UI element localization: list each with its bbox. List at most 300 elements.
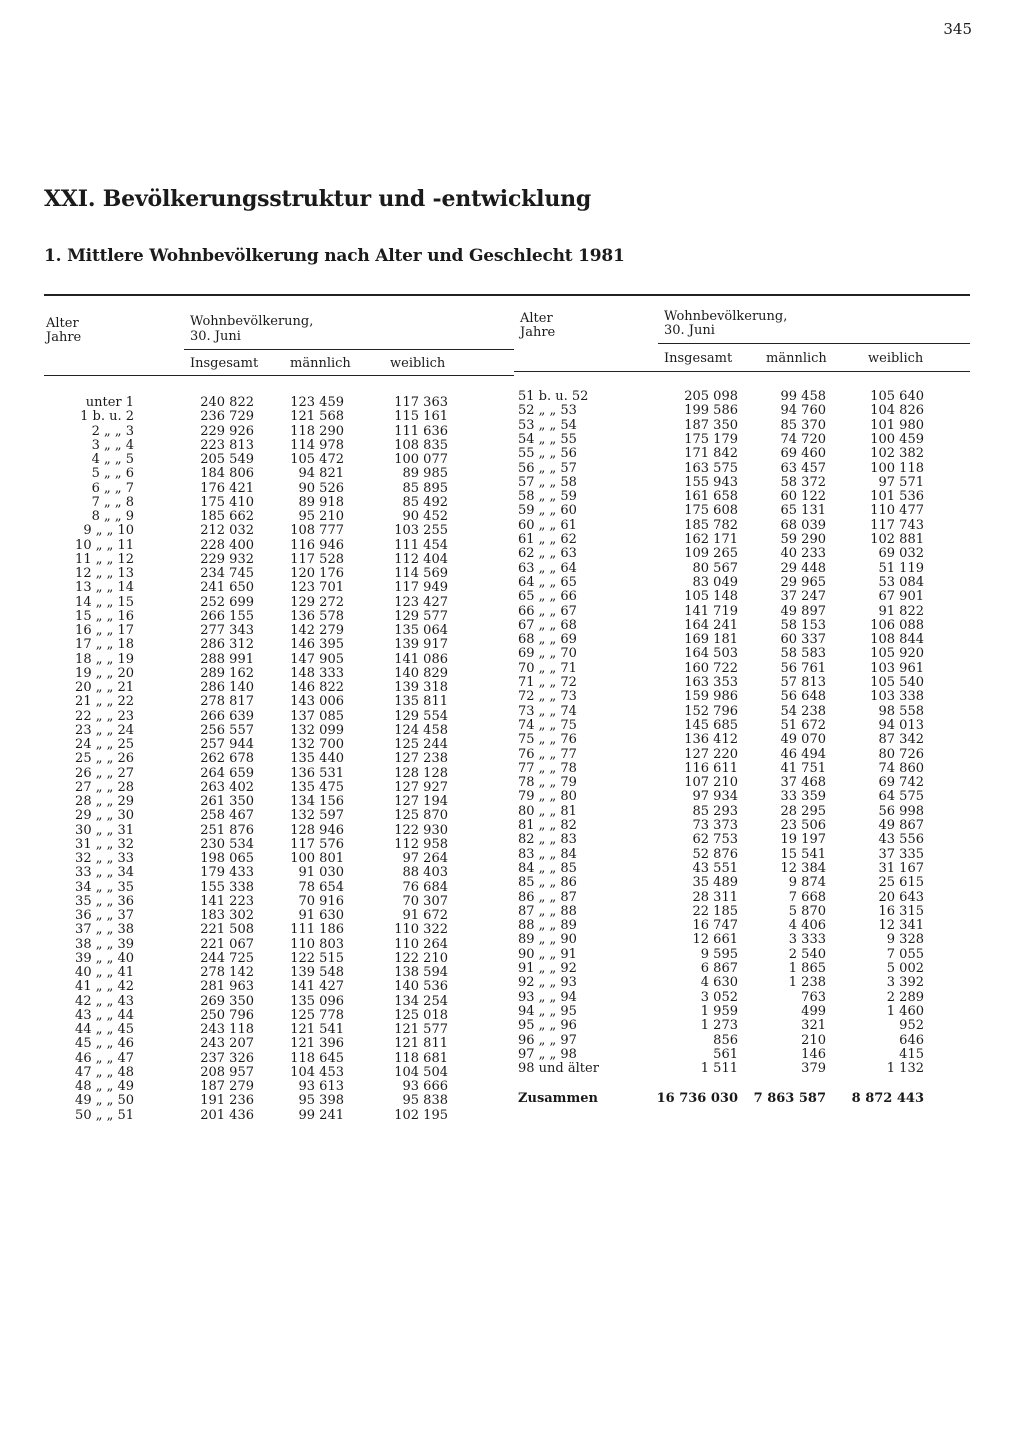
female-cell: 121 577 <box>394 1022 448 1037</box>
age-cell: 40 „ „ 41 <box>75 965 134 980</box>
female-cell: 9 328 <box>886 932 924 948</box>
age-cell: 21 „ „ 22 <box>75 694 134 710</box>
age-cell: 30 „ „ 31 <box>75 822 134 838</box>
age-cell: 96 „ „ 97 <box>518 1032 577 1048</box>
age-cell: 25 „ „ 26 <box>75 751 134 767</box>
age-cell: 89 „ „ 90 <box>518 932 577 948</box>
female-cell: 100 077 <box>394 452 448 467</box>
male-cell: 121 541 <box>290 1022 344 1037</box>
group-header-line1: Wohnbevölkerung, <box>664 309 788 324</box>
age-cell: 22 „ „ 23 <box>75 708 134 724</box>
male-cell: 95 398 <box>298 1093 344 1109</box>
male-cell: 135 440 <box>290 751 344 767</box>
female-cell: 103 255 <box>394 523 448 539</box>
age-cell: 82 „ „ 83 <box>518 832 577 848</box>
female-cell: 127 194 <box>394 794 448 809</box>
male-cell: 763 <box>801 989 826 1005</box>
male-cell: 132 597 <box>290 808 344 824</box>
age-cell: 57 „ „ 58 <box>518 474 577 490</box>
age-cell: 24 „ „ 25 <box>75 737 134 752</box>
male-cell: 122 515 <box>290 950 344 966</box>
age-cell: 4 „ „ 5 <box>91 452 134 467</box>
age-cell: 15 „ „ 16 <box>75 608 134 624</box>
total-cell: 171 842 <box>684 446 738 462</box>
female-cell: 67 901 <box>878 589 924 605</box>
male-cell: 15 541 <box>780 846 826 862</box>
total-cell: 257 944 <box>200 737 254 752</box>
total-cell: 277 343 <box>200 623 254 638</box>
female-cell: 97 264 <box>402 851 448 866</box>
male-cell: 9 874 <box>788 875 826 891</box>
total-cell: 127 220 <box>684 746 738 762</box>
female-cell: 105 540 <box>870 675 924 690</box>
total-cell: 28 311 <box>692 889 738 905</box>
age-cell: 32 „ „ 33 <box>75 851 134 866</box>
male-cell: 60 337 <box>780 632 826 648</box>
female-cell: 135 064 <box>394 623 448 638</box>
male-cell: 5 870 <box>788 903 826 919</box>
total-cell: 199 586 <box>684 403 738 419</box>
female-cell: 139 318 <box>394 680 448 695</box>
female-cell: 87 342 <box>878 732 924 748</box>
total-row <box>514 1091 970 1107</box>
chapter-title: XXI. Bevölkerungsstruktur und -entwicklung <box>44 186 592 212</box>
age-cell: 44 „ „ 45 <box>75 1022 134 1037</box>
female-cell: 117 743 <box>870 517 924 533</box>
male-cell: 136 578 <box>290 608 344 624</box>
age-cell: 84 „ „ 85 <box>518 860 577 876</box>
male-cell: 137 085 <box>290 708 344 724</box>
total-cell: 136 412 <box>684 732 738 748</box>
male-cell: 210 <box>801 1032 826 1048</box>
female-cell: 141 086 <box>394 651 448 667</box>
male-cell: 29 448 <box>780 560 826 576</box>
total-cell: 83 049 <box>692 574 738 590</box>
age-cell: 18 „ „ 19 <box>75 651 134 667</box>
total-cell: 141 223 <box>200 893 254 909</box>
total-cell: 52 876 <box>692 846 738 862</box>
age-cell: 80 „ „ 81 <box>518 803 577 819</box>
female-cell: 76 684 <box>402 879 448 895</box>
total-cell: 261 350 <box>200 794 254 809</box>
total-cell: 262 678 <box>200 751 254 767</box>
male-cell: 118 645 <box>290 1050 344 1066</box>
female-cell: 85 492 <box>402 494 448 510</box>
total-cell: 258 467 <box>200 808 254 824</box>
total-cell: 3 052 <box>700 989 738 1005</box>
male-cell: 108 777 <box>290 523 344 539</box>
col-header-female: weiblich <box>868 351 924 366</box>
age-cell: 26 „ „ 27 <box>75 765 134 781</box>
total-cell: 244 725 <box>200 950 254 966</box>
female-cell: 49 867 <box>878 818 924 833</box>
male-cell: 58 153 <box>780 617 826 633</box>
male-cell: 135 096 <box>290 993 344 1009</box>
male-cell: 85 370 <box>780 417 826 433</box>
age-cell: 85 „ „ 86 <box>518 875 577 891</box>
total-cell: 561 <box>713 1046 738 1062</box>
total-cell: 43 551 <box>692 860 738 876</box>
male-cell: 147 905 <box>290 651 344 667</box>
age-cell: 71 „ „ 72 <box>518 675 577 690</box>
female-cell: 138 594 <box>394 965 448 980</box>
total-cell: 97 934 <box>692 789 738 805</box>
total-cell: 289 162 <box>200 665 254 681</box>
total-cell: 252 699 <box>200 594 254 610</box>
age-cell: 11 „ „ 12 <box>75 551 134 567</box>
total-cell: 152 796 <box>684 703 738 719</box>
total-cell: 205 098 <box>684 389 738 404</box>
female-cell: 43 556 <box>878 832 924 848</box>
male-cell: 37 247 <box>780 589 826 605</box>
female-cell: 104 826 <box>870 403 924 419</box>
age-cell: unter 1 <box>85 395 134 410</box>
male-cell: 143 006 <box>290 694 344 710</box>
age-cell: 42 „ „ 43 <box>75 993 134 1009</box>
female-cell: 91 822 <box>878 603 924 619</box>
total-cell: 187 279 <box>200 1079 254 1094</box>
female-cell: 646 <box>899 1032 924 1048</box>
female-cell: 89 985 <box>402 466 448 482</box>
total-cell: 269 350 <box>200 993 254 1009</box>
male-cell: 90 526 <box>298 480 344 496</box>
age-cell: 50 „ „ 51 <box>75 1107 134 1123</box>
total-cell: 175 179 <box>684 431 738 447</box>
female-cell: 31 167 <box>878 860 924 876</box>
female-cell: 91 672 <box>402 908 448 923</box>
male-cell: 94 821 <box>298 466 344 482</box>
male-cell: 148 333 <box>290 665 344 681</box>
female-cell: 101 980 <box>870 417 924 433</box>
age-cell: 74 „ „ 75 <box>518 717 577 733</box>
age-cell: 55 „ „ 56 <box>518 446 577 462</box>
male-cell: 111 186 <box>290 922 344 938</box>
female-cell: 1 460 <box>886 1003 924 1019</box>
age-cell: 94 „ „ 95 <box>518 1003 577 1019</box>
age-cell: 76 „ „ 77 <box>518 746 577 762</box>
group-header-line1: Wohnbevölkerung, <box>190 314 314 329</box>
col-header-total: Insgesamt <box>190 356 259 371</box>
female-cell: 129 554 <box>394 708 448 724</box>
female-cell: 108 844 <box>870 632 924 648</box>
total-cell: 237 326 <box>200 1050 254 1066</box>
male-cell: 19 197 <box>780 832 826 848</box>
top-rule <box>44 294 514 296</box>
age-cell: 41 „ „ 42 <box>75 979 134 995</box>
total-cell: 105 148 <box>684 589 738 605</box>
age-cell: 91 „ „ 92 <box>518 961 577 976</box>
male-cell: 139 548 <box>290 965 344 980</box>
total-cell: 163 575 <box>684 460 738 476</box>
male-cell: 12 384 <box>780 860 826 876</box>
total-cell: 22 185 <box>692 903 738 919</box>
female-cell: 115 161 <box>394 409 448 425</box>
total-cell: 12 661 <box>692 932 738 948</box>
age-cell: 6 „ „ 7 <box>91 480 134 496</box>
female-cell: 111 454 <box>394 537 448 553</box>
total-cell: 208 957 <box>200 1064 254 1080</box>
male-cell: 99 458 <box>780 389 826 404</box>
male-cell: 3 333 <box>788 932 826 948</box>
age-cell: 37 „ „ 38 <box>75 922 134 938</box>
female-cell: 1 132 <box>886 1061 924 1077</box>
age-cell: 38 „ „ 39 <box>75 936 134 952</box>
total-cell: 6 867 <box>700 961 738 976</box>
age-cell: 79 „ „ 80 <box>518 789 577 805</box>
male-cell: 65 131 <box>780 503 826 519</box>
total-cell: 175 608 <box>684 503 738 519</box>
female-cell: 90 452 <box>402 509 448 524</box>
male-cell: 7 668 <box>788 889 826 905</box>
group-rule <box>658 343 970 344</box>
age-cell: 33 „ „ 34 <box>75 865 134 881</box>
age-header-line2: Jahre <box>520 325 556 340</box>
female-cell: 88 403 <box>402 865 448 881</box>
female-cell: 118 681 <box>394 1050 448 1066</box>
female-cell: 103 961 <box>870 660 924 676</box>
male-cell: 1 238 <box>788 975 826 991</box>
female-cell: 69 032 <box>878 546 924 562</box>
age-cell: 64 „ „ 65 <box>518 574 577 590</box>
total-cell: 234 745 <box>200 566 254 581</box>
page-number: 345 <box>943 20 972 38</box>
age-cell: 52 „ „ 53 <box>518 403 577 419</box>
total-cell: 264 659 <box>200 765 254 781</box>
female-cell: 139 917 <box>394 637 448 653</box>
female-cell: 125 870 <box>394 808 448 824</box>
total-cell: 212 032 <box>200 523 254 539</box>
total-cell: 164 241 <box>684 617 738 633</box>
age-cell: 72 „ „ 73 <box>518 689 577 705</box>
male-cell: 99 241 <box>298 1107 344 1123</box>
male-cell: 29 965 <box>780 574 826 590</box>
total-cell: 205 549 <box>200 452 254 467</box>
female-cell: 5 002 <box>886 961 924 976</box>
male-cell: 58 372 <box>780 474 826 490</box>
age-cell: 75 „ „ 76 <box>518 732 577 748</box>
female-cell: 85 895 <box>402 480 448 496</box>
total-total: 16 736 030 <box>656 1091 738 1106</box>
total-cell: 288 991 <box>200 651 254 667</box>
female-cell: 122 930 <box>394 822 448 838</box>
total-cell: 241 650 <box>200 580 254 596</box>
male-cell: 60 122 <box>780 489 826 505</box>
female-cell: 98 558 <box>878 703 924 719</box>
total-cell: 1 511 <box>700 1061 738 1077</box>
female-cell: 3 392 <box>886 975 924 991</box>
female-cell: 140 536 <box>394 979 448 995</box>
female-cell: 80 726 <box>878 746 924 762</box>
female-cell: 2 289 <box>886 989 924 1005</box>
total-cell: 201 436 <box>200 1107 254 1123</box>
total-cell: 145 685 <box>684 717 738 733</box>
male-cell: 125 778 <box>290 1007 344 1023</box>
male-cell: 146 <box>801 1046 826 1062</box>
female-cell: 20 643 <box>878 889 924 905</box>
female-cell: 114 569 <box>394 566 448 581</box>
total-cell: 230 534 <box>200 836 254 852</box>
male-cell: 123 701 <box>290 580 344 596</box>
total-cell: 286 312 <box>200 637 254 653</box>
total-cell: 109 265 <box>684 546 738 562</box>
male-cell: 116 946 <box>290 537 344 553</box>
male-cell: 41 751 <box>780 760 826 776</box>
male-cell: 28 295 <box>780 803 826 819</box>
total-cell: 229 926 <box>200 423 254 439</box>
age-cell: 46 „ „ 47 <box>75 1050 134 1066</box>
male-cell: 121 396 <box>290 1036 344 1052</box>
female-cell: 16 315 <box>878 903 924 919</box>
age-header-line1: Alter <box>520 311 553 326</box>
age-cell: 31 „ „ 32 <box>75 836 134 852</box>
total-cell: 266 639 <box>200 708 254 724</box>
col-header-male: männlich <box>766 351 827 366</box>
total-cell: 278 817 <box>200 694 254 710</box>
male-cell: 49 070 <box>780 732 826 748</box>
age-cell: 27 „ „ 28 <box>75 779 134 795</box>
female-cell: 25 615 <box>878 875 924 891</box>
age-cell: 86 „ „ 87 <box>518 889 577 905</box>
male-cell: 146 395 <box>290 637 344 653</box>
male-cell: 135 475 <box>290 779 344 795</box>
header-rule <box>514 371 970 372</box>
total-cell: 160 722 <box>684 660 738 676</box>
header-rule <box>44 375 514 376</box>
age-cell: 12 „ „ 13 <box>75 566 134 581</box>
age-cell: 95 „ „ 96 <box>518 1018 577 1034</box>
male-cell: 2 540 <box>788 946 826 962</box>
male-cell: 1 865 <box>788 961 826 976</box>
total-cell: 251 876 <box>200 822 254 838</box>
male-cell: 146 822 <box>290 680 344 695</box>
female-cell: 110 322 <box>394 922 448 938</box>
group-header-line2: 30. Juni <box>664 323 715 338</box>
female-cell: 112 958 <box>394 836 448 852</box>
age-cell: 36 „ „ 37 <box>75 908 134 923</box>
age-cell: 45 „ „ 46 <box>75 1036 134 1052</box>
female-cell: 108 835 <box>394 437 448 453</box>
female-cell: 94 013 <box>878 717 924 733</box>
male-cell: 40 233 <box>780 546 826 562</box>
male-cell: 321 <box>801 1018 826 1034</box>
male-cell: 105 472 <box>290 452 344 467</box>
female-cell: 128 128 <box>394 765 448 781</box>
male-cell: 123 459 <box>290 395 344 410</box>
total-cell: 116 611 <box>684 760 738 776</box>
total-cell: 229 932 <box>200 551 254 567</box>
age-cell: 1 b. u. 2 <box>80 409 134 425</box>
female-cell: 124 458 <box>394 722 448 738</box>
age-cell: 73 „ „ 74 <box>518 703 577 719</box>
total-cell: 236 729 <box>200 409 254 425</box>
female-cell: 952 <box>899 1018 924 1034</box>
female-cell: 110 477 <box>870 503 924 519</box>
total-cell: 35 489 <box>692 875 738 891</box>
total-cell: 176 421 <box>200 480 254 496</box>
total-label: Zusammen <box>518 1091 598 1106</box>
total-cell: 80 567 <box>692 560 738 576</box>
total-cell: 243 207 <box>200 1036 254 1052</box>
total-cell: 187 350 <box>684 417 738 433</box>
female-cell: 415 <box>899 1046 924 1062</box>
total-cell: 191 236 <box>200 1093 254 1109</box>
male-cell: 49 897 <box>780 603 826 619</box>
male-cell: 37 468 <box>780 775 826 791</box>
male-cell: 104 453 <box>290 1064 344 1080</box>
male-cell: 132 700 <box>290 737 344 752</box>
age-cell: 62 „ „ 63 <box>518 546 577 562</box>
male-cell: 68 039 <box>780 517 826 533</box>
total-cell: 281 963 <box>200 979 254 995</box>
age-cell: 20 „ „ 21 <box>75 680 134 695</box>
age-cell: 68 „ „ 69 <box>518 632 577 648</box>
female-cell: 125 244 <box>394 737 448 752</box>
female-cell: 123 427 <box>394 594 448 610</box>
female-cell: 106 088 <box>870 617 924 633</box>
total-cell: 164 503 <box>684 646 738 662</box>
female-cell: 127 238 <box>394 751 448 767</box>
female-cell: 125 018 <box>394 1007 448 1023</box>
age-cell: 43 „ „ 44 <box>75 1007 134 1023</box>
male-cell: 129 272 <box>290 594 344 610</box>
female-cell: 7 055 <box>886 946 924 962</box>
female-cell: 102 382 <box>870 446 924 462</box>
age-cell: 54 „ „ 55 <box>518 431 577 447</box>
total-cell: 175 410 <box>200 494 254 510</box>
female-cell: 105 640 <box>870 389 924 404</box>
total-cell: 228 400 <box>200 537 254 553</box>
male-cell: 134 156 <box>290 794 344 809</box>
female-cell: 100 459 <box>870 431 924 447</box>
male-cell: 93 613 <box>298 1079 344 1094</box>
total-male: 7 863 587 <box>753 1091 826 1106</box>
male-cell: 117 528 <box>290 551 344 567</box>
col-header-female: weiblich <box>390 356 446 371</box>
age-cell: 93 „ „ 94 <box>518 989 577 1005</box>
age-cell: 69 „ „ 70 <box>518 646 577 662</box>
male-cell: 56 648 <box>780 689 826 705</box>
age-cell: 67 „ „ 68 <box>518 617 577 633</box>
age-cell: 35 „ „ 36 <box>75 893 134 909</box>
total-cell: 184 806 <box>200 466 254 482</box>
total-cell: 185 662 <box>200 509 254 524</box>
male-cell: 114 978 <box>290 437 344 453</box>
male-cell: 89 918 <box>298 494 344 510</box>
total-cell: 16 747 <box>692 918 738 934</box>
male-cell: 74 720 <box>780 431 826 447</box>
female-cell: 127 927 <box>394 779 448 795</box>
male-cell: 120 176 <box>290 566 344 581</box>
age-cell: 77 „ „ 78 <box>518 760 577 776</box>
age-cell: 7 „ „ 8 <box>91 494 134 510</box>
age-cell: 59 „ „ 60 <box>518 503 577 519</box>
total-cell: 169 181 <box>684 632 738 648</box>
age-header-line1: Alter <box>46 316 79 331</box>
age-cell: 53 „ „ 54 <box>518 417 577 433</box>
total-cell: 163 353 <box>684 675 738 690</box>
female-cell: 111 636 <box>394 423 448 439</box>
male-cell: 51 672 <box>780 717 826 733</box>
total-cell: 221 067 <box>200 936 254 952</box>
total-cell: 183 302 <box>200 908 254 923</box>
female-cell: 51 119 <box>878 560 924 576</box>
total-cell: 1 959 <box>700 1003 738 1019</box>
total-female: 8 872 443 <box>851 1091 924 1106</box>
female-cell: 121 811 <box>394 1036 448 1052</box>
total-cell: 185 782 <box>684 517 738 533</box>
male-cell: 121 568 <box>290 409 344 425</box>
age-cell: 16 „ „ 17 <box>75 623 134 638</box>
